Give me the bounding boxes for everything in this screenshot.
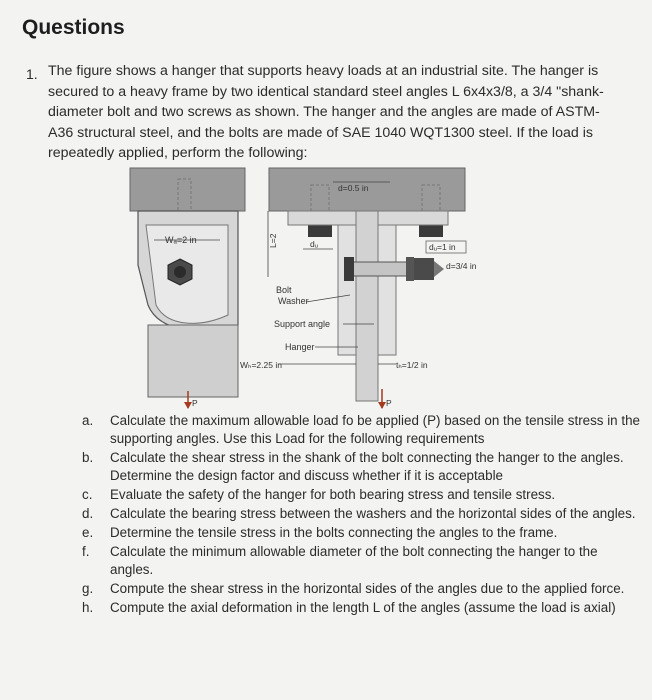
list-item (82, 599, 642, 617)
label-support-angle: Support angle (274, 319, 331, 329)
item-text: Compute the shear stress in the horizontal sides of the angles due to the applied force. (110, 580, 625, 596)
label-wh: Wₕ=2.25 in (240, 360, 282, 370)
hanger-figure (128, 165, 477, 410)
requirements-list (82, 412, 642, 618)
label-th: tₕ=1/2 in (396, 360, 428, 370)
label-dw-small: dᵤ (310, 239, 318, 249)
angle-horizontal-left (288, 211, 356, 225)
list-item (82, 524, 642, 542)
left-hanger-lower (148, 325, 238, 397)
bolt-shank (352, 262, 412, 276)
item-text: Calculate the maximum allowable load fo be applied (P) based on the tensile stress in the supporting angles. Use this Load for the following requirements (110, 413, 640, 446)
screw-head-right (419, 225, 443, 237)
item-letter: b. (82, 449, 94, 465)
item-letter: e. (82, 524, 94, 540)
bolt-head (344, 257, 354, 281)
list-item (82, 449, 642, 485)
item-text: Compute the axial deformation in the length L of the angles (assume the load is axial) (110, 600, 616, 616)
angle-horizontal-right (378, 211, 448, 225)
label-dw: dᵤ=1 in (429, 242, 456, 252)
label-p-left: P (192, 398, 198, 408)
label-p-right: P (386, 398, 392, 408)
list-item (82, 486, 642, 504)
item-text: Calculate the shear stress in the shank of the bolt connecting the hanger to the angles. Determine the design factor and discuss whether if it is acceptable (110, 449, 624, 483)
list-item (82, 505, 642, 523)
item-text: Determine the tensile stress in the bolts connecting the angles to the frame. (110, 524, 558, 540)
item-letter: c. (82, 486, 93, 502)
angle-vertical-right (378, 225, 396, 355)
item-text: Calculate the bearing stress between the washers and the horizontal sides of the angles. (110, 505, 636, 521)
angle-vertical-left (338, 225, 356, 355)
label-d-top: d=0.5 in (338, 183, 369, 193)
label-wa: Wₐ=2 in (165, 235, 197, 245)
list-item (82, 543, 642, 579)
question-number: 1. (26, 66, 38, 82)
item-letter: h. (82, 600, 94, 616)
item-letter: g. (82, 580, 94, 596)
nut-center (174, 266, 186, 278)
list-item (82, 412, 642, 448)
label-l-dim: L=2 (268, 233, 278, 248)
bolt-nut (414, 258, 434, 280)
item-letter: a. (82, 413, 94, 428)
item-text: Calculate the minimum allowable diameter of the bolt connecting the hanger to the angles. (110, 544, 598, 577)
list-item (82, 580, 642, 598)
left-frame (130, 168, 245, 211)
item-letter: f. (82, 544, 90, 560)
label-washer: Washer (278, 296, 309, 306)
label-hanger: Hanger (285, 342, 315, 352)
washer (406, 257, 414, 281)
item-letter: d. (82, 505, 94, 521)
page-heading: Questions (22, 16, 125, 39)
label-bolt: Bolt (276, 285, 292, 295)
screw-head-left (308, 225, 332, 237)
bolt-tip (434, 261, 444, 277)
hanger-diagram (128, 165, 477, 410)
right-web (356, 211, 378, 401)
label-d-bolt: d=3/4 in (446, 261, 477, 271)
question-text: The figure shows a hanger that supports heavy loads at an industrial site. The hanger is secured to a heavy frame by two identical standard steel angles L 6x4x3/8, a 3/4 "shank-diameter bolt and two screws as shown. The hanger and the angles are made of ASTM-A36 structural steel, and the bolts are made of SAE 1040 WQT1300 steel. If the load is repeatedly applied, perform the following: (48, 63, 604, 161)
item-text: Evaluate the safety of the hanger for both bearing stress and tensile stress. (110, 486, 556, 502)
